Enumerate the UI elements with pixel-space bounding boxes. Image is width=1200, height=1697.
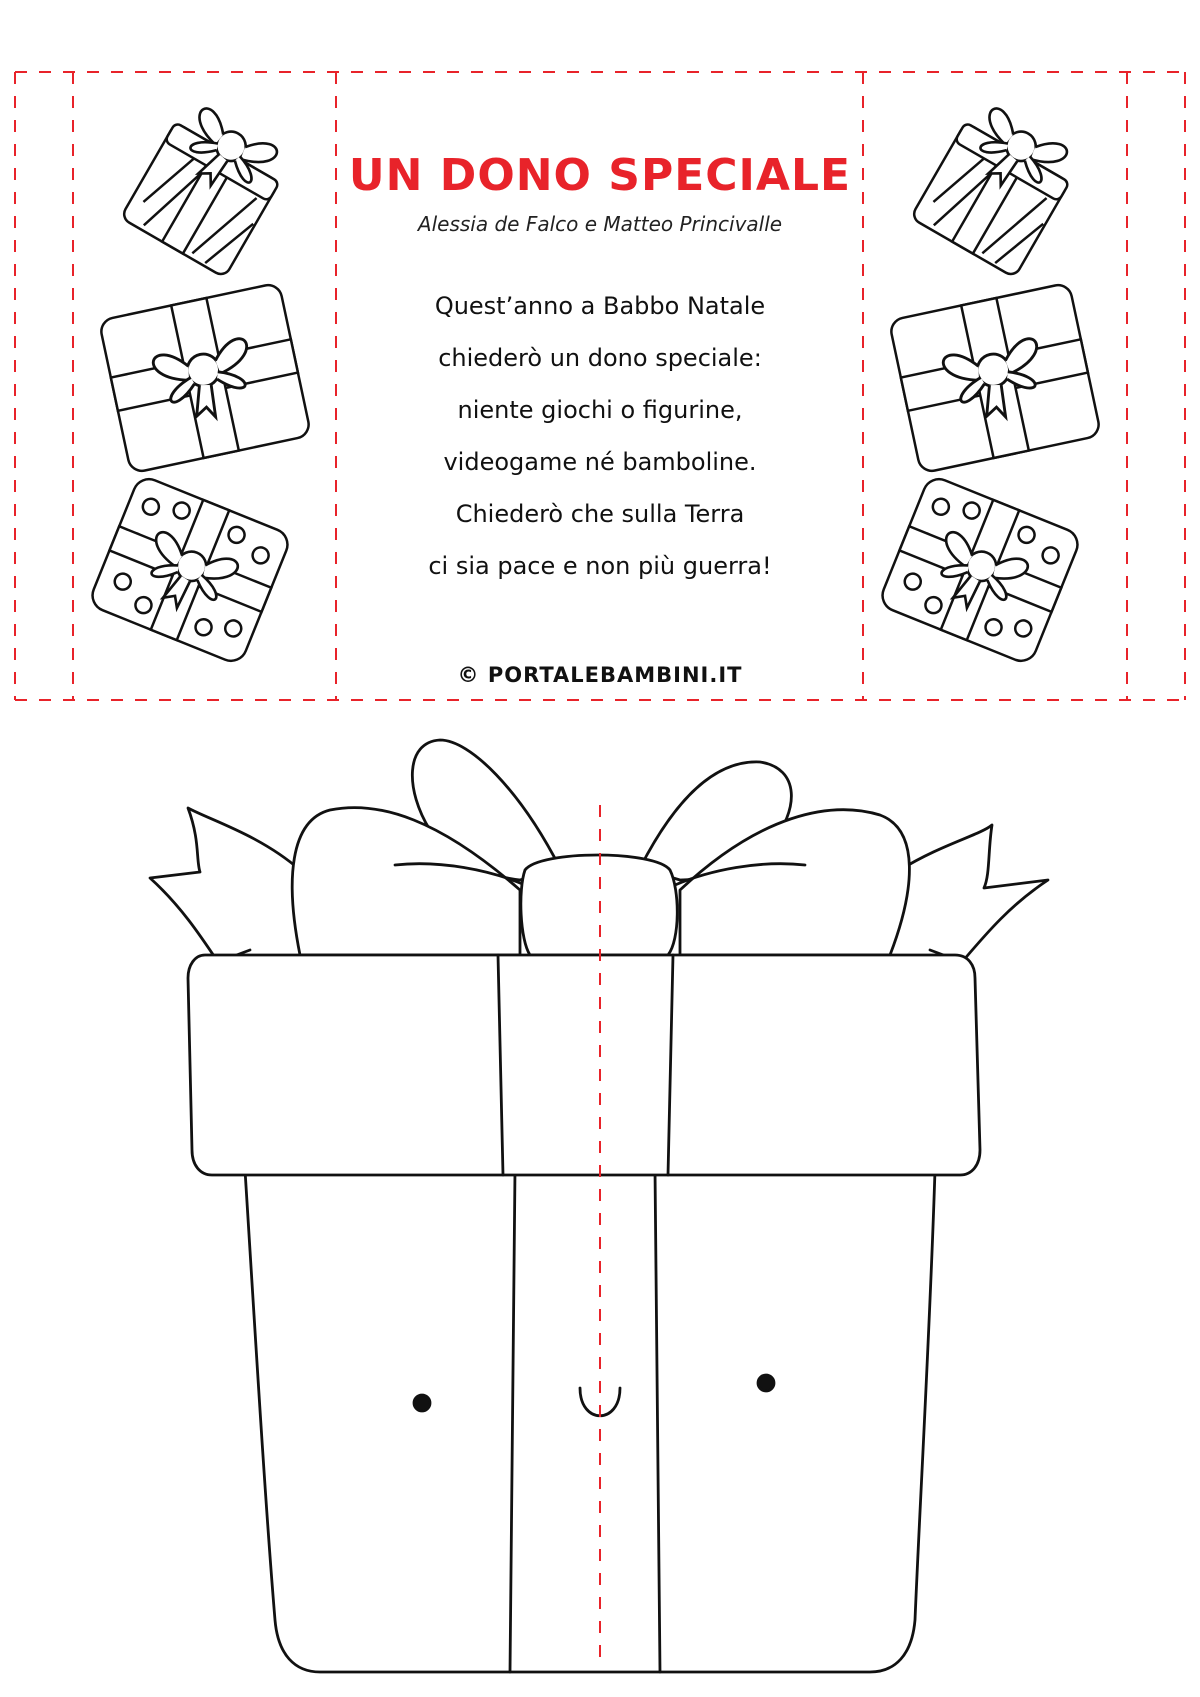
- eye-left: [414, 1395, 430, 1411]
- poem-verse: ci sia pace e non più guerra!: [428, 552, 772, 580]
- poem-verse: Chiederò che sulla Terra: [455, 500, 745, 528]
- copyright-credit: © PORTALEBAMBINI.IT: [457, 663, 743, 687]
- poem-verse: videogame né bamboline.: [443, 448, 757, 476]
- gift-box-body: [245, 1170, 935, 1672]
- poem-authors: Alessia de Falco e Matteo Princivalle: [417, 212, 783, 236]
- ribbon-tail-left: [150, 808, 300, 962]
- gift-box-lid: [188, 955, 980, 1175]
- ribbon-tail-right: [900, 825, 1048, 962]
- eye-right: [758, 1375, 774, 1391]
- poem-verse: Quest’anno a Babbo Natale: [434, 292, 766, 320]
- poem-verse: niente giochi o figurine,: [457, 396, 743, 424]
- poem-verse: chiederò un dono speciale:: [438, 344, 762, 372]
- poem-title: UN DONO SPECIALE: [348, 150, 852, 201]
